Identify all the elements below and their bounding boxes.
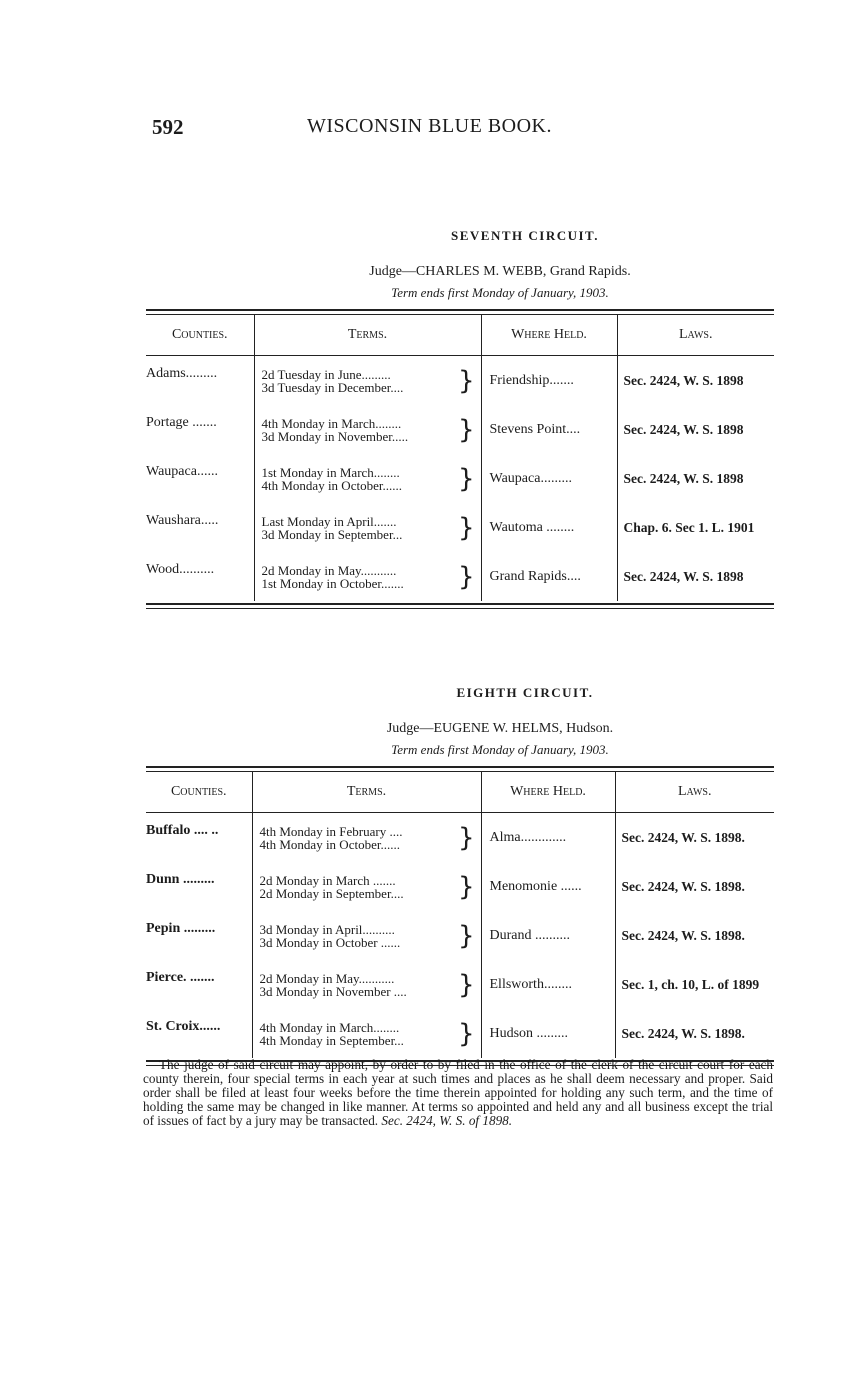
term-line: Term ends first Monday of January, 1903. [391,742,609,757]
table-row [146,960,774,1009]
eighth-circuit-section [146,685,774,1066]
where-held-cell: Durand .......... [481,911,615,960]
term-first: 4th Monday in February .... [259,823,403,839]
column-header-terms: Terms. [254,315,481,356]
brace-icon: } [457,512,475,543]
brace-icon: } [457,871,475,902]
term-first: 3d Monday in April.......... [259,921,395,937]
column-header-laws: Laws. [615,772,774,813]
where-held-cell: Stevens Point.... [481,405,617,454]
term-first: 2d Monday in May........... [261,562,397,578]
county-cell: Pepin ......... [146,921,216,936]
terms-cell [254,405,481,454]
laws-cell: Sec. 2424, W. S. 1898. [615,862,774,911]
brace-icon: } [457,561,475,592]
term-second: 3d Tuesday in December.... [261,379,404,395]
county-cell: Dunn ......... [146,872,215,887]
where-held-cell: Menomonie ...... [481,862,615,911]
table-row [146,813,774,863]
county-cell: Portage ....... [146,415,217,430]
brace-icon: } [457,969,475,1000]
laws-cell: Sec. 2424, W. S. 1898 [617,552,774,601]
terms-cell [252,911,481,960]
where-held-cell: Waupaca......... [481,454,617,503]
laws-cell: Sec. 1, ch. 10, L. of 1899 [615,960,774,1009]
where-held-cell: Friendship....... [481,356,617,406]
county-cell: St. Croix...... [146,1019,221,1034]
term-second: 3d Monday in September... [261,526,403,542]
seventh-circuit-table [146,315,774,601]
column-header-where-held: Where Held. [481,772,615,813]
laws-cell: Sec. 2424, W. S. 1898 [617,454,774,503]
eighth-circuit-table [146,772,774,1058]
terms-cell [252,960,481,1009]
where-held-cell: Hudson ......... [481,1009,615,1058]
laws-cell: Sec. 2424, W. S. 1898 [617,356,774,406]
term-first: 4th Monday in March........ [261,415,402,431]
table-row [146,454,774,503]
seventh-circuit-section [146,228,774,609]
column-header-terms: Terms. [252,772,481,813]
terms-cell [252,862,481,911]
term-first: 1st Monday in March........ [261,464,400,480]
running-title: WISCONSIN BLUE BOOK. [307,115,552,137]
brace-icon: } [457,920,475,951]
term-second: 2d Monday in September.... [259,885,404,901]
table-row [146,911,774,960]
term-second: 4th Monday in September... [259,1032,404,1048]
judge-line: Judge—EUGENE W. HELMS, Hudson. [386,721,614,736]
term-first: 2d Monday in May........... [259,970,395,986]
term-first: 2d Tuesday in June......... [261,366,391,382]
brace-icon: } [457,365,475,396]
laws-cell: Sec. 2424, W. S. 1898. [615,1009,774,1058]
county-cell: Pierce. ....... [146,970,215,985]
bottom-rule [146,603,774,609]
judge-line: Judge—CHARLES M. WEBB, Grand Rapids. [369,264,631,279]
terms-cell [254,503,481,552]
term-first: Last Monday in April....... [261,513,397,529]
terms-cell [252,1009,481,1058]
where-held-cell: Wautoma ........ [481,503,617,552]
footnote-citation: Sec. 2424, W. S. of 1898. [381,1113,513,1128]
term-second: 1st Monday in October....... [261,575,404,591]
where-held-cell: Ellsworth........ [481,960,615,1009]
table-row [146,552,774,601]
term-second: 4th Monday in October...... [261,477,402,493]
table-row [146,503,774,552]
county-cell: Waushara..... [146,513,219,528]
footnote-text: The judge of said circuit may appoint, by order to by filed in the office of the clerk of the circuit court for each county therein, four special terms in each year at such times and places as he shall deem necessary and proper. Said order shall be filed at least four weeks before the time therein appointed for holding any such term, and the time of holding the same may be changed in like manner. At terms so appointed and held any and all business except the trial of issues of fact by a jury may be transacted. [143,1057,773,1128]
term-line: Term ends first Monday of January, 1903. [391,285,609,300]
terms-cell [254,356,481,406]
where-held-cell: Alma............. [481,813,615,863]
term-first: 2d Monday in March ....... [259,872,396,888]
footnote-paragraph [143,1058,773,1128]
brace-icon: } [457,414,475,445]
table-row [146,862,774,911]
column-header-where-held: Where Held. [481,315,617,356]
terms-cell [254,552,481,601]
laws-cell: Sec. 2424, W. S. 1898. [615,813,774,863]
table-row [146,1009,774,1058]
term-second: 3d Monday in November .... [259,983,407,999]
column-header-counties: Counties. [146,315,254,356]
terms-cell [252,813,481,863]
table-row [146,405,774,454]
laws-cell: Sec. 2424, W. S. 1898. [615,911,774,960]
terms-cell [254,454,481,503]
term-second: 3d Monday in October ...... [259,934,401,950]
brace-icon: } [457,1018,475,1049]
circuit-title: SEVENTH CIRCUIT. [450,228,599,243]
county-cell: Wood.......... [146,562,215,577]
laws-cell: Chap. 6. Sec 1. L. 1901 [617,503,774,552]
where-held-cell: Grand Rapids.... [481,552,617,601]
laws-cell: Sec. 2424, W. S. 1898 [617,405,774,454]
page-number: 592 [152,115,184,139]
column-header-counties: Counties. [146,772,252,813]
term-second: 4th Monday in October...... [259,836,400,852]
term-second: 3d Monday in November..... [261,428,409,444]
county-cell: Waupaca...... [146,464,218,479]
column-header-laws: Laws. [617,315,774,356]
brace-icon: } [457,463,475,494]
county-cell: Adams......... [146,366,218,381]
circuit-title: EIGHTH CIRCUIT. [456,685,594,700]
county-cell: Buffalo .... .. [146,823,219,838]
brace-icon: } [457,822,475,853]
term-first: 4th Monday in March........ [259,1019,400,1035]
table-row [146,356,774,406]
